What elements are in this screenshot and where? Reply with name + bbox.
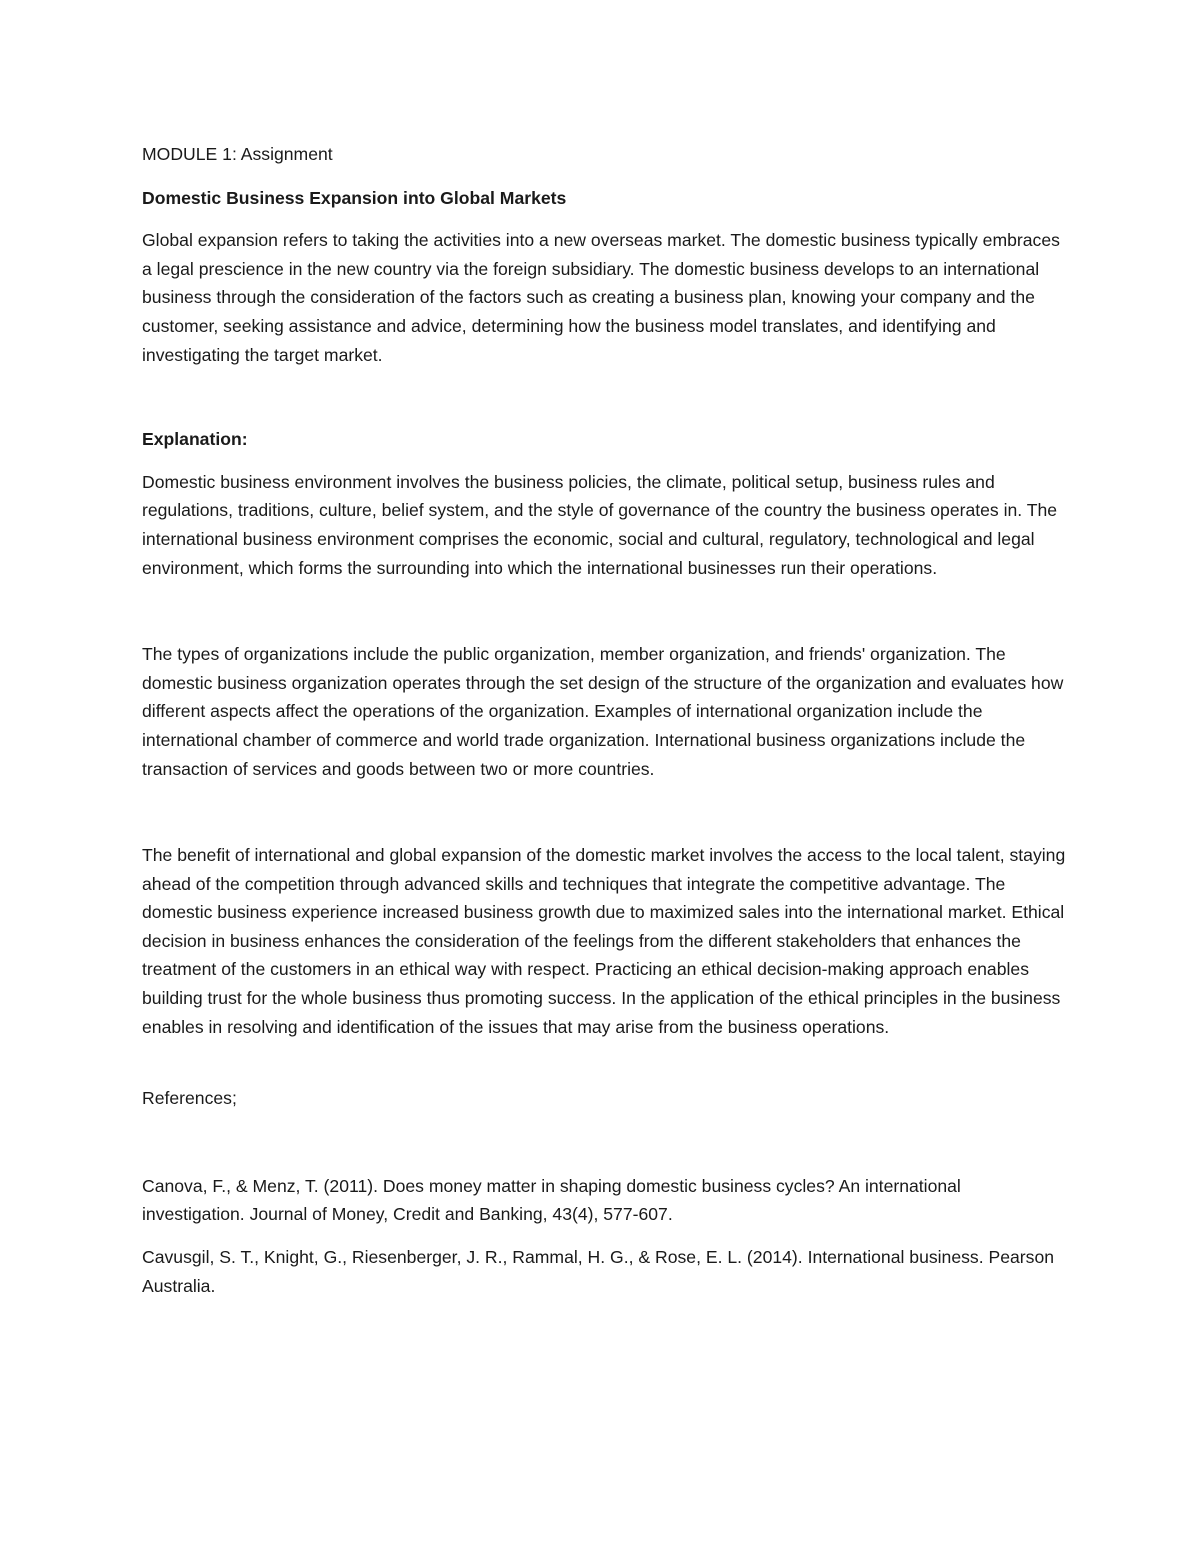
explanation-heading: Explanation: — [142, 429, 248, 450]
paragraph-business-environment: Domestic business environment involves the business policies, the climate, political setup, business rules and regulations, traditions, culture, belief system, and the style of governance of the country the business operates in. The international business environment comprises the economic, social and cultural, regulatory, technological and legal environment, which forms the surrounding into which the international businesses run their operations. — [142, 471, 1058, 578]
document-title: Domestic Business Expansion into Global Markets — [142, 187, 567, 208]
paragraph-global-expansion: Global expansion refers to taking the activities into a new overseas market. The domestic business typically embraces a legal prescience in the new country via the foreign subsidiary. The domestic business develops to an international business through the consideration of the factors such as creating a business plan, knowing your company and the customer, seeking assistance and advice, determining how the business model translates, and identifying and investigating the target market. — [142, 230, 1060, 365]
document-body — [142, 140, 1067, 1300]
reference-item: Cavusgil, S. T., Knight, G., Riesenberger, J. R., Rammal, H. G., & Rose, E. L. (2014). International business. Pearson Australia. — [142, 1247, 1055, 1296]
module-title: MODULE 1: Assignment — [142, 144, 333, 164]
paragraph-expansion-benefits: The benefit of international and global expansion of the domestic market involves the access to the local talent, staying ahead of the competition through advanced skills and techniques that integrate the competitive advantage. The domestic business experience increased business growth due to maximized sales into the international market. Ethical decision in business enhances the consideration of the feelings from the different stakeholders that enhances the treatment of the customers in an ethical way with respect. Practicing an ethical decision-making approach enables building trust for the whole business thus promoting success. In the application of the ethical principles in the business enables in resolving and identification of the issues that may arise from the business operations. — [142, 845, 1066, 1037]
reference-item: Canova, F., & Menz, T. (2011). Does money matter in shaping domestic business cycles? An international investigation. Journal of Money, Credit and Banking, 43(4), 577-607. — [142, 1175, 961, 1225]
references-heading: References; — [142, 1088, 237, 1109]
paragraph-organization-types: The types of organizations include the public organization, member organization, and friends' organization. The domestic business organization operates through the set design of the structure of the organization and evaluates how different aspects affect the operations of the organization. Examples of international organization include the international chamber of commerce and world trade organization. International business organizations include the transaction of services and goods between two or more countries. — [142, 644, 1064, 779]
